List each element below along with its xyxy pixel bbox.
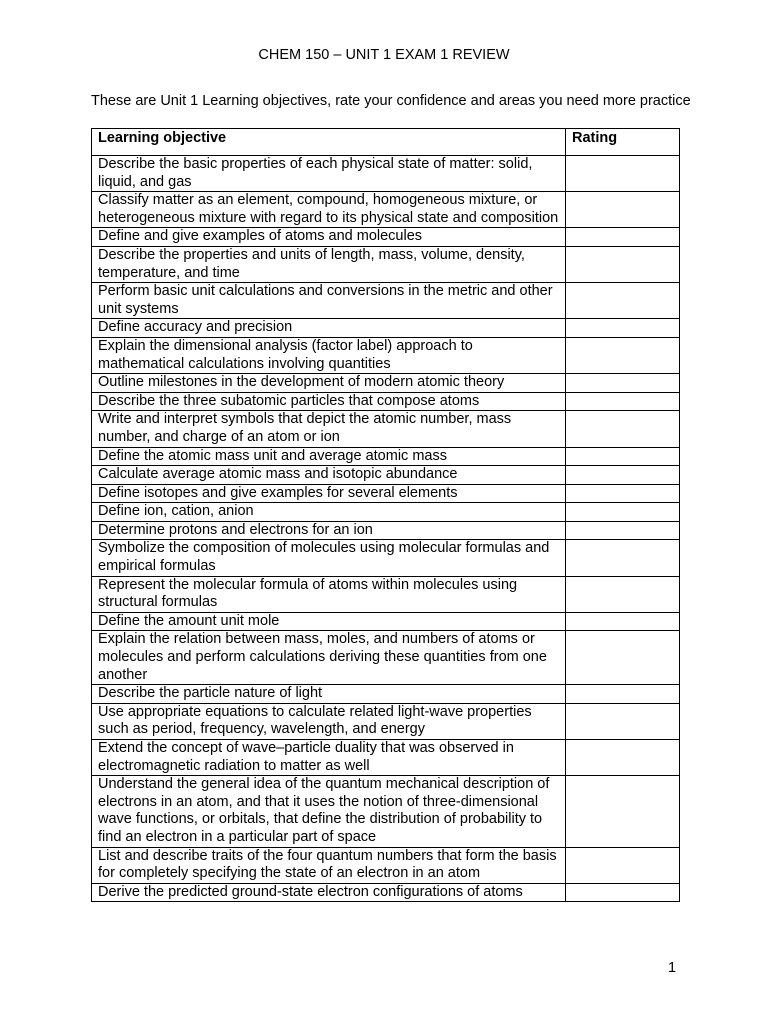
objective-cell: Explain the dimensional analysis (factor label) approach to mathematical calculations involving quantities [92,337,566,373]
rating-cell[interactable] [566,576,680,612]
table-row [92,319,680,338]
table-row [92,776,680,847]
table-row [92,703,680,739]
objective-cell: Perform basic unit calculations and conversions in the metric and other unit systems [92,283,566,319]
table-row [92,484,680,503]
table-row [92,466,680,485]
table-row [92,392,680,411]
table-row [92,156,680,192]
rating-cell[interactable] [566,319,680,338]
table-row [92,740,680,776]
objective-cell: Define ion, cation, anion [92,503,566,522]
objective-cell: Determine protons and electrons for an ion [92,521,566,540]
table-row [92,411,680,447]
objective-cell: Outline milestones in the development of modern atomic theory [92,374,566,393]
table-row [92,847,680,883]
rating-cell[interactable] [566,847,680,883]
objective-cell: Define the atomic mass unit and average atomic mass [92,447,566,466]
objective-cell: Describe the three subatomic particles that compose atoms [92,392,566,411]
objective-cell: Define accuracy and precision [92,319,566,338]
table-row [92,540,680,576]
objective-cell: Understand the general idea of the quantum mechanical description of electrons in an atom, and that it uses the notion of three-dimensional wave functions, or orbitals, that define the distribution of probability to find an electron in a particular part of space [92,776,566,847]
table-row [92,685,680,704]
objective-cell: Extend the concept of wave–particle duality that was observed in electromagnetic radiation to matter as well [92,740,566,776]
objective-cell: Describe the particle nature of light [92,685,566,704]
rating-cell[interactable] [566,612,680,631]
header-learning-objective: Learning objective [92,129,566,156]
rating-cell[interactable] [566,685,680,704]
objective-cell: Describe the properties and units of length, mass, volume, density, temperature, and time [92,246,566,282]
table-row [92,374,680,393]
table-row [92,883,680,902]
objective-cell: Derive the predicted ground-state electron configurations of atoms [92,883,566,902]
rating-cell[interactable] [566,283,680,319]
rating-cell[interactable] [566,776,680,847]
objective-cell: Write and interpret symbols that depict the atomic number, mass number, and charge of an atom or ion [92,411,566,447]
rating-cell[interactable] [566,246,680,282]
objective-cell: Define and give examples of atoms and molecules [92,228,566,247]
rating-cell[interactable] [566,883,680,902]
objective-cell: Symbolize the composition of molecules using molecular formulas and empirical formulas [92,540,566,576]
rating-cell[interactable] [566,228,680,247]
rating-cell[interactable] [566,411,680,447]
objective-cell: List and describe traits of the four quantum numbers that form the basis for completely specifying the state of an electron in an atom [92,847,566,883]
table-row [92,521,680,540]
rating-cell[interactable] [566,466,680,485]
objective-cell: Classify matter as an element, compound, homogeneous mixture, or heterogeneous mixture with regard to its physical state and composition [92,192,566,228]
table-row [92,447,680,466]
rating-cell[interactable] [566,192,680,228]
table-row [92,576,680,612]
rating-cell[interactable] [566,740,680,776]
objective-cell: Explain the relation between mass, moles, and numbers of atoms or molecules and perform calculations deriving these quantities from one another [92,631,566,685]
objective-cell: Define isotopes and give examples for several elements [92,484,566,503]
table-row [92,192,680,228]
table-row [92,228,680,247]
rating-cell[interactable] [566,392,680,411]
table-row [92,631,680,685]
intro-text: These are Unit 1 Learning objectives, rate your confidence and areas you need more practice [91,93,691,109]
header-rating: Rating [566,129,680,156]
table-header-row [92,129,680,156]
table-body [92,156,680,902]
rating-cell[interactable] [566,337,680,373]
table-row [92,283,680,319]
rating-cell[interactable] [566,540,680,576]
rating-cell[interactable] [566,374,680,393]
objective-cell: Calculate average atomic mass and isotopic abundance [92,466,566,485]
page-number: 1 [668,960,677,976]
rating-cell[interactable] [566,503,680,522]
rating-cell[interactable] [566,631,680,685]
objective-cell: Use appropriate equations to calculate related light-wave properties such as period, frequency, wavelength, and energy [92,703,566,739]
rating-cell[interactable] [566,703,680,739]
page-title: CHEM 150 – UNIT 1 EXAM 1 REVIEW [258,47,510,63]
table-row [92,503,680,522]
objective-cell: Describe the basic properties of each physical state of matter: solid, liquid, and gas [92,156,566,192]
learning-objectives-table [91,128,680,902]
table-row [92,246,680,282]
rating-cell[interactable] [566,156,680,192]
objective-cell: Represent the molecular formula of atoms within molecules using structural formulas [92,576,566,612]
rating-cell[interactable] [566,521,680,540]
objective-cell: Define the amount unit mole [92,612,566,631]
rating-cell[interactable] [566,447,680,466]
table-row [92,612,680,631]
table-row [92,337,680,373]
rating-cell[interactable] [566,484,680,503]
